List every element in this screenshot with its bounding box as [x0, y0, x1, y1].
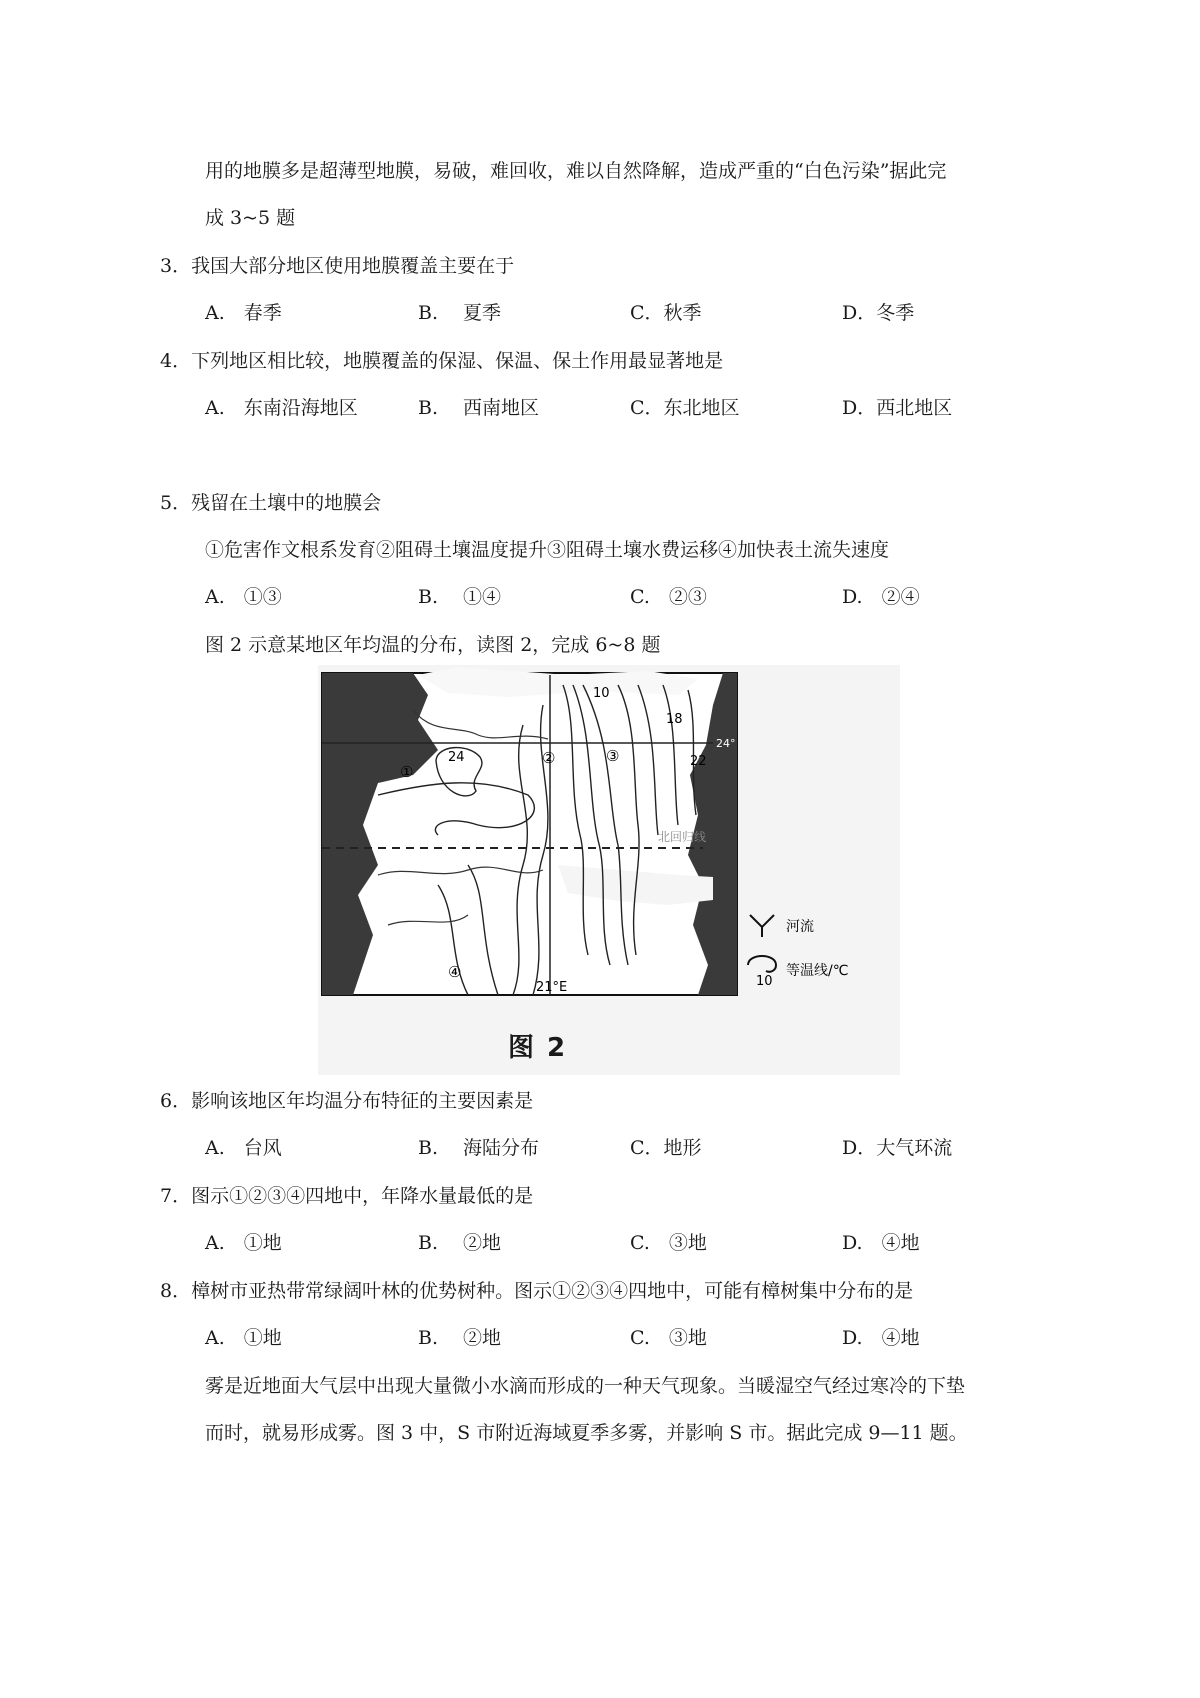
question-3-option-c: C．秋季	[630, 302, 702, 324]
question-5-option-c: C. ②③	[630, 586, 707, 608]
question-4-stem: 4．下列地区相比较，地膜覆盖的保湿、保温、保土作用最显著地是	[160, 350, 724, 372]
legend-isotherm-sample: 10	[756, 974, 773, 989]
question-7-option-a: A. ①地	[205, 1232, 282, 1254]
point-label-1: ①	[400, 763, 414, 781]
longitude-label: 21°E	[536, 980, 568, 995]
question-4-option-d: D．西北地区	[842, 397, 953, 419]
isotherm-label-22: 22	[690, 754, 707, 769]
tropic-label: 北回归线	[658, 830, 707, 844]
question-3-option-b: B. 夏季	[418, 302, 502, 324]
question-4-option-b: B. 西南地区	[418, 397, 540, 419]
question-8-option-a: A. ①地	[205, 1327, 282, 1349]
question-5-statements: ①危害作文根系发育②阻碍土壤温度提升③阻碍土壤水费运移④加快表土流失速度	[205, 539, 890, 561]
final-line-1: 雾是近地面大气层中出现大量微小水滴而形成的一种天气现象。当暖湿空气经过寒冷的下垫	[205, 1375, 966, 1397]
question-7-stem: 7．图示①②③④四地中，年降水量最低的是	[160, 1185, 534, 1207]
question-5-option-b: B. ①④	[418, 586, 502, 608]
question-7-option-c: C. ③地	[630, 1232, 707, 1254]
point-label-4: ④	[448, 963, 462, 981]
question-8-option-d: D. ④地	[842, 1327, 920, 1349]
question-3-option-d: D．冬季	[842, 302, 915, 324]
point-label-3: ③	[606, 747, 620, 765]
point-label-2: ②	[542, 749, 556, 767]
question-6-option-b: B. 海陆分布	[418, 1137, 540, 1159]
final-line-2: 而时，就易形成雾。图 3 中，S 市附近海域夏季多雾，并影响 S 市。据此完成 9—11 题。	[205, 1422, 968, 1444]
isotherm-label-18: 18	[666, 712, 683, 727]
question-3-stem: 3．我国大部分地区使用地膜覆盖主要在于	[160, 255, 515, 277]
question-6-stem: 6．影响该地区年均温分布特征的主要因素是	[160, 1090, 534, 1112]
question-8-option-c: C. ③地	[630, 1327, 707, 1349]
question-4-option-c: C．东北地区	[630, 397, 740, 419]
figure-caption: 图 2	[508, 1033, 568, 1063]
question-7-option-b: B. ②地	[418, 1232, 502, 1254]
figure-2-map	[318, 665, 900, 1075]
legend-isotherm-label: 等温线/℃	[786, 963, 849, 979]
question-6-option-d: D．大气环流	[842, 1137, 953, 1159]
question-6-option-a: A. 台风	[205, 1137, 282, 1159]
isotherm-label-10: 10	[593, 686, 610, 701]
question-5-option-a: A. ①③	[205, 586, 282, 608]
isotherm-label-24: 24	[448, 750, 465, 765]
intro-line-2: 成 3~5 题	[205, 207, 296, 229]
question-6-option-c: C．地形	[630, 1137, 702, 1159]
question-3-option-a: A. 春季	[205, 302, 282, 324]
question-5-option-d: D. ②④	[842, 586, 920, 608]
isotherm-map	[318, 665, 900, 1075]
question-5-stem: 5．残留在土壤中的地膜会	[160, 492, 382, 514]
intro-line-1: 用的地膜多是超薄型地膜，易破，难回收，难以自然降解，造成严重的“白色污染”据此完	[205, 160, 947, 182]
latitude-label: 24°	[716, 737, 736, 750]
question-8-option-b: B. ②地	[418, 1327, 502, 1349]
question-4-option-a: A. 东南沿海地区	[205, 397, 358, 419]
question-8-stem: 8．樟树市亚热带常绿阔叶林的优势树种。图示①②③④四地中，可能有樟树集中分布的是	[160, 1280, 914, 1302]
question-7-option-d: D. ④地	[842, 1232, 920, 1254]
legend-river-label: 河流	[786, 919, 814, 935]
figure-intro: 图 2 示意某地区年均温的分布，读图 2，完成 6~8 题	[205, 634, 661, 656]
